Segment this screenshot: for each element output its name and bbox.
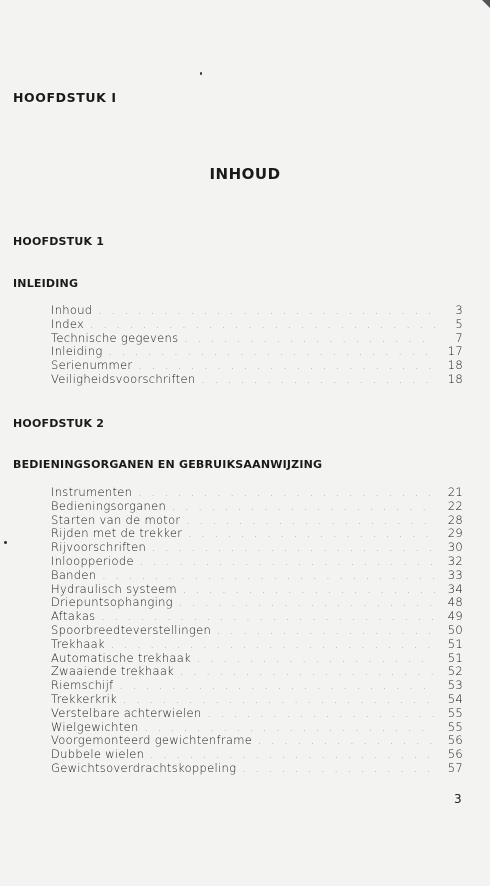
toc-entry-page: 53 <box>447 678 463 693</box>
toc-entry-page: 17 <box>447 344 463 359</box>
toc-leader-dots <box>109 346 435 360</box>
toc-entry-page: 56 <box>447 747 463 762</box>
page-number: 3 <box>454 792 462 806</box>
toc-entry <box>51 527 463 541</box>
toc-entry-label: Verstelbare achterwielen <box>51 705 202 720</box>
toc-entry-page: 28 <box>447 512 463 527</box>
toc-entry-label: Technische gegevens <box>51 330 179 345</box>
toc-entry <box>51 679 463 693</box>
toc-entry <box>51 555 463 569</box>
toc-entry-page: 30 <box>447 540 463 555</box>
chapter-1-heading: HOOFDSTUK 1 <box>13 235 105 248</box>
toc-entry-page: 49 <box>447 609 463 624</box>
toc-leader-dots <box>197 653 435 667</box>
chapter-2-heading: HOOFDSTUK 2 <box>13 417 105 430</box>
toc-entry-page: 32 <box>447 553 463 568</box>
toc-entry <box>51 638 463 652</box>
print-speck <box>4 541 7 544</box>
toc-entry-label: Inloopperiode <box>51 553 134 568</box>
toc-entry-page: 29 <box>447 526 463 541</box>
toc-entry-label: Starten van de motor <box>51 512 181 527</box>
toc-entry-page: 3 <box>455 303 463 317</box>
toc-list-section-1 <box>51 304 463 387</box>
toc-leader-dots <box>188 528 435 542</box>
toc-leader-dots <box>98 305 435 319</box>
toc-entry <box>51 624 463 638</box>
toc-entry <box>51 332 463 346</box>
toc-entry-page: 55 <box>447 705 463 720</box>
toc-entry <box>51 500 463 514</box>
toc-entry-label: Rijvoorschriften <box>51 540 147 555</box>
toc-leader-dots <box>186 515 435 529</box>
toc-entry <box>51 748 463 762</box>
toc-leader-dots <box>184 333 435 347</box>
toc-entry <box>51 486 463 500</box>
toc-entry-page: 50 <box>447 622 463 637</box>
toc-entry-label: Zwaaiende trekhaak <box>51 664 175 679</box>
toc-entry <box>51 652 463 666</box>
toc-entry-label: Aftakas <box>51 609 96 624</box>
toc-entry <box>51 541 463 555</box>
toc-entry <box>51 665 463 679</box>
toc-entry <box>51 514 463 528</box>
toc-leader-dots <box>180 666 435 680</box>
toc-entry-page: 22 <box>447 498 463 513</box>
toc-entry <box>51 359 463 373</box>
toc-entry-page: 51 <box>447 636 463 651</box>
toc-entry-label: Automatische trekhaak <box>51 650 192 665</box>
toc-leader-dots <box>217 625 435 639</box>
toc-entry-page: 7 <box>455 330 463 345</box>
toc-list-section-2 <box>51 486 463 776</box>
toc-entry-label: Spoorbreedteverstellingen <box>51 622 212 637</box>
toc-entry <box>51 610 463 624</box>
toc-entry <box>51 721 463 735</box>
toc-entry-page: 5 <box>455 316 463 331</box>
toc-entry-label: Serienummer <box>51 358 133 373</box>
toc-entry <box>51 345 463 359</box>
toc-entry-page: 18 <box>447 358 463 373</box>
toc-entry-label: Riemschijf <box>51 678 114 693</box>
toc-leader-dots <box>242 763 435 777</box>
toc-entry <box>51 707 463 721</box>
toc-entry-label: Veiligheidsvoorschriften <box>51 371 196 386</box>
toc-leader-dots <box>172 501 435 515</box>
toc-entry <box>51 569 463 583</box>
toc-entry-label: Inhoud <box>51 303 93 317</box>
toc-leader-dots <box>138 487 435 501</box>
toc-entry-page: 55 <box>447 719 463 734</box>
toc-entry-label: Wielgewichten <box>51 719 139 734</box>
toc-entry <box>51 693 463 707</box>
toc-entry-label: Voorgemonteerd gewichtenframe <box>51 733 253 748</box>
toc-entry-label: Dubbele wielen <box>51 747 145 762</box>
section-2-heading: BEDIENINGSORGANEN EN GEBRUIKSAANWIJZING <box>13 458 323 471</box>
toc-entry-page: 33 <box>447 567 463 582</box>
toc-entry-page: 21 <box>447 485 463 499</box>
section-1-heading: INLEIDING <box>13 277 79 290</box>
toc-leader-dots <box>179 597 435 611</box>
toc-entry-label: Gewichtsoverdrachtskoppeling <box>51 760 237 775</box>
toc-entry-label: Bedieningsorganen <box>51 498 167 513</box>
toc-leader-dots <box>152 542 435 556</box>
toc-entry <box>51 583 463 597</box>
toc-entry-label: Driepuntsophanging <box>51 595 173 610</box>
toc-entry-page: 51 <box>447 650 463 665</box>
toc-entry-label: Trekhaak <box>51 636 105 651</box>
toc-leader-dots <box>140 556 435 570</box>
toc-entry-label: Inleiding <box>51 344 103 359</box>
toc-entry-page: 48 <box>447 595 463 610</box>
print-speck <box>200 72 202 75</box>
toc-leader-dots <box>258 735 435 749</box>
toc-leader-dots <box>208 708 435 722</box>
toc-entry-page: 57 <box>447 760 463 775</box>
toc-entry-label: Banden <box>51 567 97 582</box>
toc-entry <box>51 596 463 610</box>
page-corner-mark <box>480 0 490 8</box>
toc-entry-page: 56 <box>447 733 463 748</box>
toc-entry <box>51 734 463 748</box>
toc-entry-label: Instrumenten <box>51 485 133 499</box>
toc-entry-page: 34 <box>447 581 463 596</box>
toc-entry-page: 18 <box>447 371 463 386</box>
toc-entry <box>51 318 463 332</box>
toc-leader-dots <box>201 374 435 388</box>
toc-entry <box>51 373 463 387</box>
toc-entry <box>51 304 463 318</box>
toc-entry-label: Hydraulisch systeem <box>51 581 177 596</box>
toc-entry-label: Rijden met de trekker <box>51 526 183 541</box>
toc-entry-page: 52 <box>447 664 463 679</box>
page-title: INHOUD <box>209 165 281 183</box>
toc-leader-dots <box>183 584 435 598</box>
toc-entry <box>51 762 463 776</box>
chapter-heading-top: HOOFDSTUK I <box>13 90 117 105</box>
toc-leader-dots <box>120 680 435 694</box>
toc-entry-label: Index <box>51 316 85 331</box>
toc-entry-label: Trekkerkrik <box>51 691 118 706</box>
toc-entry-page: 54 <box>447 691 463 706</box>
